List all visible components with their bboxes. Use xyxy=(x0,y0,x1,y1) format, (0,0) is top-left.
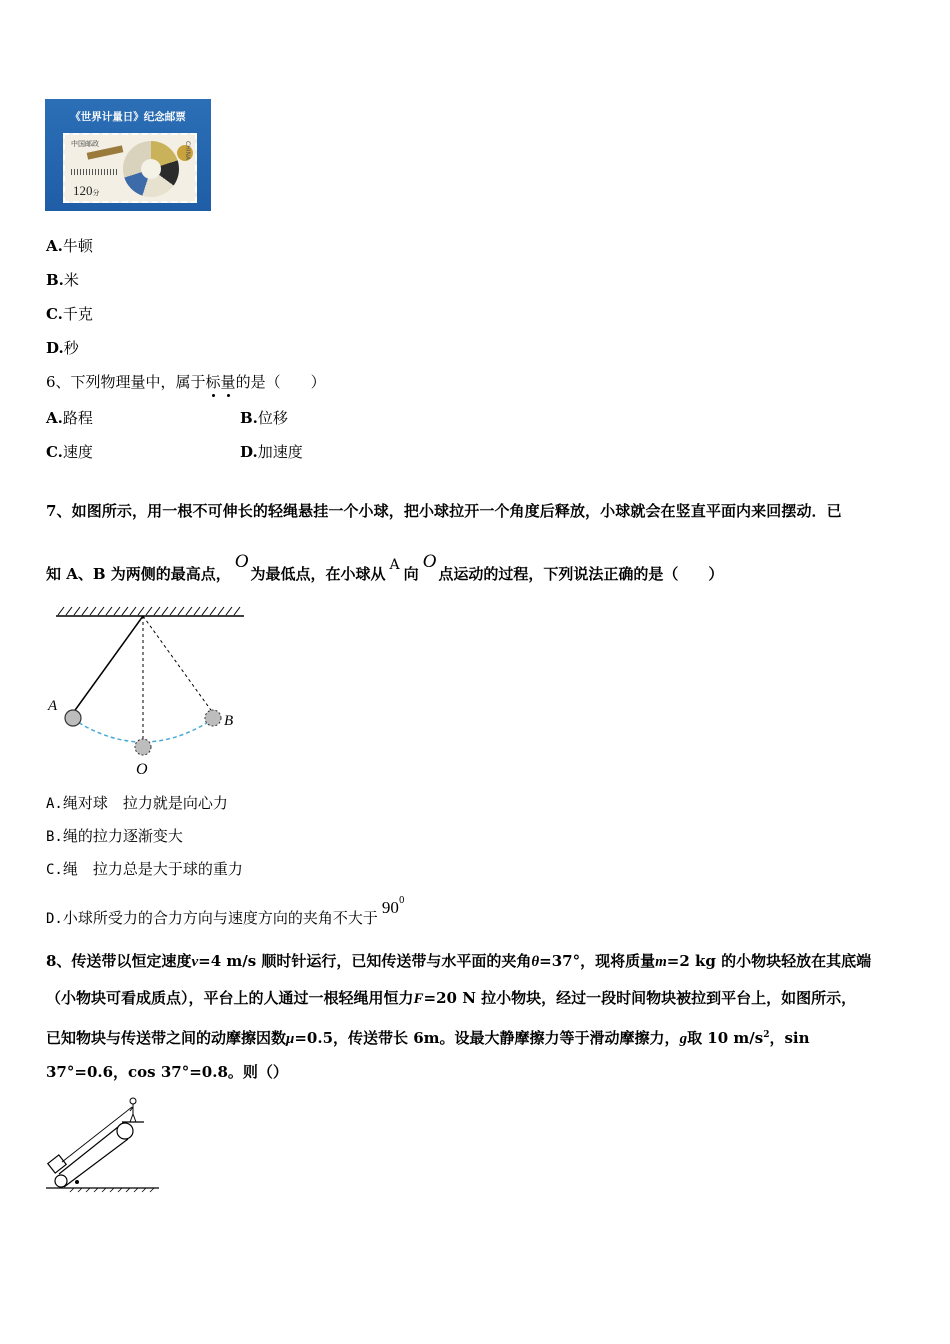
barcode-graphic xyxy=(71,169,117,175)
clock-disc-graphic xyxy=(123,141,179,197)
stamp-header: 中国邮政 xyxy=(71,140,99,148)
stamp-value: 120分 xyxy=(73,183,100,198)
stamp-card xyxy=(63,133,197,203)
q8-line4: 37°=0.6，cos 37°=0.8。则（） xyxy=(46,1063,288,1081)
ball-a xyxy=(65,710,81,726)
stamp-country: CHINA xyxy=(184,141,191,161)
stamp-title: 《世界计量日》纪念邮票 xyxy=(70,111,186,123)
label-o: O xyxy=(136,761,148,778)
q8-line2: （小物块可看成质点），平台上的人通过一根轻绳用恒力F=20 N 拉小物块，经过一段时间物块被拉到平台上，如图所示， xyxy=(46,989,857,1007)
angle-90: 90 xyxy=(381,898,399,917)
q7-stem-line2: 知 A、B 为两侧的最高点，O为最低点，在小球从 A 向O点运动的过程，下列说法正确的是（ ） xyxy=(46,551,724,583)
q6-stem: 6、下列物理量中，属于标量 的是（ ） xyxy=(46,372,326,392)
pendulum-figure xyxy=(44,600,254,780)
label-b: B xyxy=(224,713,234,729)
label-a: A xyxy=(48,698,58,714)
q5-option-d: D.秒 xyxy=(46,339,79,357)
q6-emphasis: 标量 xyxy=(206,373,236,391)
top-roller xyxy=(117,1123,133,1139)
rope-b xyxy=(143,616,213,713)
conveyor-figure xyxy=(44,1094,164,1194)
q8-line3: 已知物块与传送带之间的动摩擦因数μ=0.5，传送带长 6m。设最大静摩擦力等于滑动摩擦力，g取 10 $m/s^2$，sin xyxy=(46,1029,810,1047)
q6-option-a: A.路程 xyxy=(46,409,93,427)
q5-option-c: C.千克 xyxy=(46,305,93,323)
ball-o xyxy=(135,739,151,755)
q6-option-d: D.加速度 xyxy=(240,443,303,461)
ceiling-hatch xyxy=(58,607,240,615)
rope-a xyxy=(73,616,143,713)
q6-option-c: C.速度 xyxy=(46,443,93,461)
angle-mark xyxy=(75,1180,79,1184)
person-head xyxy=(130,1098,136,1104)
q7-option-c: C.绳 拉力总是大于球的重力 xyxy=(46,860,243,878)
stamp-image xyxy=(45,99,211,211)
q5-option-b: B.米 xyxy=(46,271,79,289)
q8-line1: 8、传送带以恒定速度v=4 m/s 顺时针运行，已知传送带与水平面的夹角θ=37°，现将质量m=2 kg 的小物块轻放在其底端 xyxy=(46,952,872,970)
q5-option-a: A.牛顿 xyxy=(46,237,93,255)
ball-b xyxy=(205,710,221,726)
bottom-roller xyxy=(55,1175,67,1187)
q7-option-b: B.绳的拉力逐渐变大 xyxy=(46,827,183,845)
q6-option-b: B.位移 xyxy=(240,409,288,427)
q7-stem-line1: 7、如图所示，用一根不可伸长的轻绳悬挂一个小球，把小球拉开一个角度后释放，小球就会在竖直平面内来回摆动．已 xyxy=(46,502,842,520)
q7-option-d: D.小球所受力的合力方向与速度方向的夹角不大于$90^0$ xyxy=(46,896,405,927)
q7-option-a: A.绳对球 拉力就是向心力 xyxy=(46,794,228,812)
